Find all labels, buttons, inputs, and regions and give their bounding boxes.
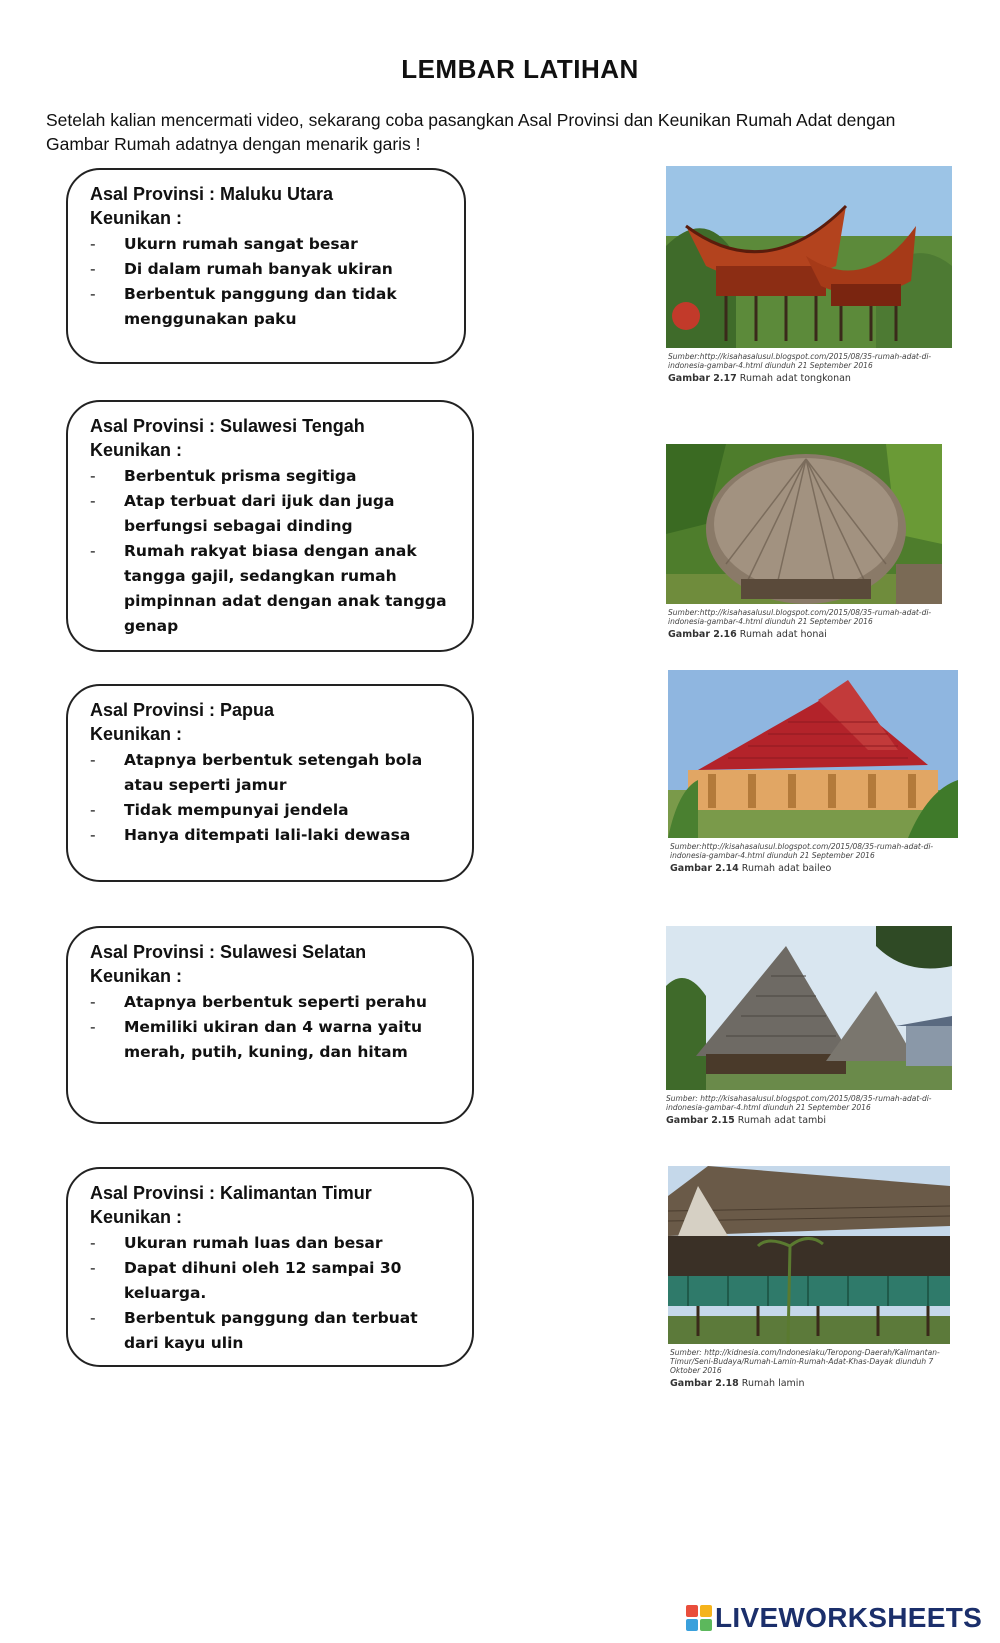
image-caption xyxy=(670,842,960,875)
card-items xyxy=(90,748,452,848)
caption-figure: Gambar 2.17 Rumah adat tongkonan xyxy=(668,373,851,384)
logo-square xyxy=(700,1619,712,1631)
liveworksheets-logo[interactable] xyxy=(686,1598,982,1638)
caption-source: Sumber: http://kidnesia.com/Indonesiaku/Teropong-Daerah/Kalimantan-Timur/Seni-Budaya/Rumah-Lamin-Rumah-Adat-Khas-Dayak diunduh 7 Oktober 2016 xyxy=(670,1348,940,1375)
image-caption xyxy=(668,352,954,385)
card-province: Asal Provinsi : Kalimantan Timur xyxy=(90,1183,372,1203)
card-sulawesi-tengah[interactable] xyxy=(66,400,474,652)
card-items xyxy=(90,464,452,639)
caption-source: Sumber: http://kisahasalusul.blogspot.com/2015/08/35-rumah-adat-di-indonesia-gambar-4.html diunduh 21 September 2016 xyxy=(666,1094,932,1112)
card-item: - Ukurn rumah sangat besar xyxy=(90,235,358,253)
image-lamin[interactable] xyxy=(668,1166,950,1344)
logo-square xyxy=(686,1605,698,1617)
card-maluku-utara[interactable] xyxy=(66,168,466,364)
caption-source: Sumber:http://kisahasalusul.blogspot.com/2015/08/35-rumah-adat-di-indonesia-gambar-4.html diunduh 21 September 2016 xyxy=(668,352,932,370)
image-caption xyxy=(670,1348,952,1390)
card-province: Asal Provinsi : Maluku Utara xyxy=(90,184,334,204)
card-items xyxy=(90,1231,452,1356)
card-kalimantan-timur[interactable] xyxy=(66,1167,474,1367)
image-tongkonan[interactable] xyxy=(666,166,952,348)
image-baileo[interactable] xyxy=(668,670,958,838)
card-keunikan-label: Keunikan : xyxy=(90,966,183,986)
caption-figure: Gambar 2.16 Rumah adat honai xyxy=(668,629,827,640)
caption-figure: Gambar 2.15 Rumah adat tambi xyxy=(666,1115,826,1126)
card-item: - Memiliki ukiran dan 4 warna yaitu merah, putih, kuning, dan hitam xyxy=(90,1018,423,1061)
logo-mark-icon xyxy=(686,1605,712,1631)
page-title: LEMBAR LATIHAN xyxy=(401,54,639,84)
card-keunikan-label: Keunikan : xyxy=(90,1207,183,1227)
card-item: - Atapnya berbentuk seperti perahu xyxy=(90,993,427,1011)
logo-text: LIVEWORKSHEETS xyxy=(715,1602,983,1633)
card-item: - Atapnya berbentuk setengah bola atau seperti jamur xyxy=(90,751,423,794)
card-item: - Berbentuk panggung dan terbuat dari kayu ulin xyxy=(90,1309,418,1352)
card-item: - Tidak mempunyai jendela xyxy=(90,801,349,819)
caption-source: Sumber:http://kisahasalusul.blogspot.com/2015/08/35-rumah-adat-di-indonesia-gambar-4.html diunduh 21 September 2016 xyxy=(668,608,932,626)
card-item: - Hanya ditempati lali-laki dewasa xyxy=(90,826,411,844)
card-items xyxy=(90,232,444,332)
card-items xyxy=(90,990,452,1065)
card-province: Asal Provinsi : Sulawesi Tengah xyxy=(90,416,365,436)
logo-square xyxy=(686,1619,698,1631)
card-item: - Berbentuk panggung dan tidak menggunakan paku xyxy=(90,285,397,328)
caption-figure: Gambar 2.18 Rumah lamin xyxy=(670,1378,805,1389)
card-sulawesi-selatan[interactable] xyxy=(66,926,474,1124)
card-item: - Berbentuk prisma segitiga xyxy=(90,467,357,485)
image-tambi[interactable] xyxy=(666,926,952,1090)
image-caption xyxy=(666,1094,952,1127)
instruction-text: Setelah kalian mencermati video, sekarang coba pasangkan Asal Provinsi dan Keunikan Rumah Adat dengan Gambar Rumah adatnya dengan menarik garis ! xyxy=(46,110,896,154)
card-item: - Dapat dihuni oleh 12 sampai 30 keluarga. xyxy=(90,1259,402,1302)
card-province: Asal Provinsi : Papua xyxy=(90,700,275,720)
logo-square xyxy=(700,1605,712,1617)
caption-source: Sumber:http://kisahasalusul.blogspot.com/2015/08/35-rumah-adat-di-indonesia-gambar-4.html diunduh 21 September 2016 xyxy=(670,842,934,860)
image-caption xyxy=(668,608,944,641)
card-item: - Di dalam rumah banyak ukiran xyxy=(90,260,393,278)
card-item: - Rumah rakyat biasa dengan anak tangga gajil, sedangkan rumah pimpinnan adat dengan anak tangga genap xyxy=(90,542,447,635)
card-keunikan-label: Keunikan : xyxy=(90,724,183,744)
caption-figure: Gambar 2.14 Rumah adat baileo xyxy=(670,863,832,874)
card-item: - Ukuran rumah luas dan besar xyxy=(90,1234,383,1252)
card-item: - Atap terbuat dari ijuk dan juga berfungsi sebagai dinding xyxy=(90,492,395,535)
card-province: Asal Provinsi : Sulawesi Selatan xyxy=(90,942,367,962)
card-keunikan-label: Keunikan : xyxy=(90,440,183,460)
card-papua[interactable] xyxy=(66,684,474,882)
card-keunikan-label: Keunikan : xyxy=(90,208,183,228)
image-honai[interactable] xyxy=(666,444,942,604)
